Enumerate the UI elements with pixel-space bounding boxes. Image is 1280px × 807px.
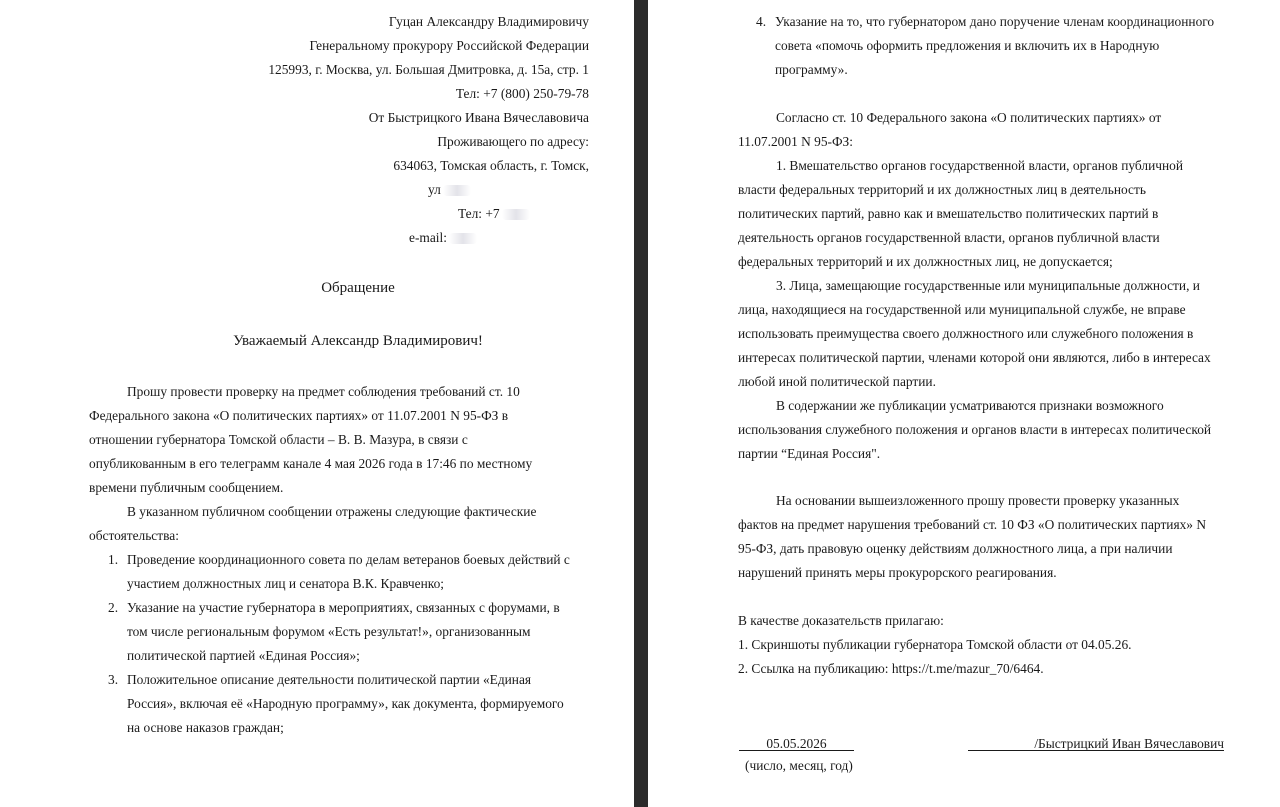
paragraph-line: лица, находящиеся на государственной или муниципальной службе, не вправе (738, 302, 1186, 317)
paragraph-line: власти федеральных территорий и их должностных лиц в деятельность (738, 182, 1146, 197)
sender-city: 634063, Томская область, г. Томск, (393, 158, 589, 173)
paragraph-line: 11.07.2001 N 95-ФЗ: (738, 134, 853, 149)
paragraph-line: политических партий, равно как и вмешательство политических партий в (738, 206, 1159, 221)
paragraph-line: обстоятельства: (89, 528, 179, 543)
sender-street-line (428, 182, 471, 198)
paragraph-line: любой иной политической партии. (738, 374, 936, 389)
list-item-line: Россия», включая её «Народную программу», как документа, формируемого (127, 696, 564, 711)
redacted-blur (502, 209, 530, 220)
paragraph-line: Федерального закона «О политических партиях» от 11.07.2001 N 95-ФЗ в (89, 408, 509, 423)
signature-name: /Быстрицкий Иван Вячеславович (1034, 736, 1224, 751)
document-page-left (0, 0, 634, 807)
paragraph-line: В содержании же публикации усматриваются признаки возможного (776, 398, 1164, 413)
signature-date: 05.05.2026 (766, 736, 827, 751)
date-caption: (число, месяц, год) (745, 758, 853, 773)
list-number: 4. (756, 14, 767, 29)
paragraph-line: использования служебного положения и органов власти в интересах политической (738, 422, 1212, 437)
list-number: 1. (108, 552, 119, 567)
addressee-phone: Тел: +7 (800) 250-79-78 (455, 86, 589, 101)
paragraph-line: фактов на предмет нарушения требований ст. 10 ФЗ «О политических партиях» N (738, 517, 1207, 532)
list-item-line: Положительное описание деятельности политической партии «Единая (127, 672, 532, 687)
paragraph-line: времени публичным сообщением. (89, 480, 284, 495)
signature-underline (968, 749, 1224, 751)
list-number: 2. (108, 600, 119, 615)
sender-street: ул (428, 182, 441, 197)
paragraph-line: партии “Единая Россия". (738, 446, 881, 461)
list-item-line: Проведение координационного совета по делам ветеранов боевых действий с (127, 552, 570, 567)
paragraph-line: отношении губернатора Томской области – В. В. Мазура, в связи с (89, 432, 468, 447)
paragraph-line: Прошу провести проверку на предмет соблюдения требований ст. 10 (127, 384, 520, 399)
evidence-item: 1. Скриншоты публикации губернатора Томской области от 04.05.26. (738, 637, 1132, 652)
list-item-line: политической партией «Единая Россия»; (127, 648, 360, 663)
list-item-line: совета «помочь оформить предложения и включить их в Народную (775, 38, 1160, 53)
list-item-line: на основе наказов граждан; (127, 720, 284, 735)
paragraph-line: нарушений принять меры прокурорского реагирования. (738, 565, 1057, 580)
paragraph-line: деятельность органов государственной власти, органов публичной власти (738, 230, 1160, 245)
addressee-name: Гуцан Александру Владимировичу (388, 14, 589, 29)
paragraph-line: 95-ФЗ, дать правовую оценку действиям должностного лица, а при наличии (738, 541, 1173, 556)
list-item-line: участием должностных лиц и сенатора В.К. Кравченко; (127, 576, 444, 591)
sender-from: От Быстрицкого Ивана Вячеславовича (368, 110, 589, 125)
evidence-item: 2. Ссылка на публикацию: https://t.me/mazur_70/6464. (738, 661, 1044, 676)
greeting: Уважаемый Александр Владимирович! (233, 333, 483, 349)
sender-phone-line (458, 206, 530, 222)
sender-phone: Тел: +7 (458, 206, 500, 221)
paragraph-line: федеральных территорий и их должностных лиц, не допускается; (738, 254, 1113, 269)
document-title: Обращение (321, 280, 395, 296)
list-item-line: Указание на то, что губернатором дано поручение членам координационного (775, 14, 1215, 29)
paragraph-line: опубликованным в его телеграмм канале 4 мая 2026 года в 17:46 по местному (89, 456, 533, 471)
evidence-title: В качестве доказательств прилагаю: (738, 613, 944, 628)
paragraph-line: Согласно ст. 10 Федерального закона «О политических партиях» от (776, 110, 1162, 125)
paragraph-line: 3. Лица, замещающие государственные или муниципальные должности, и (776, 278, 1200, 293)
paragraph-line: интересах политической партии, членами которой они являются, либо в интересах (738, 350, 1211, 365)
page-divider (634, 0, 648, 807)
list-item-line: том числе региональным форумом «Есть результат!», организованным (127, 624, 531, 639)
sender-email-line (409, 230, 477, 246)
sender-residing: Проживающего по адресу: (437, 134, 589, 149)
sender-email: e-mail: (409, 230, 447, 245)
redacted-blur (443, 185, 471, 196)
redacted-blur (449, 233, 477, 244)
list-number: 3. (108, 672, 119, 687)
paragraph-line: использовать преимущества своего должностного или служебного положения в (738, 326, 1194, 341)
paragraph-line: В указанном публичном сообщении отражены следующие фактические (127, 504, 537, 519)
addressee-address: 125993, г. Москва, ул. Большая Дмитровка, д. 15а, стр. 1 (268, 62, 589, 77)
list-item-line: программу». (775, 62, 848, 77)
list-item-line: Указание на участие губернатора в мероприятиях, связанных с форумами, в (127, 600, 560, 615)
paragraph-line: 1. Вмешательство органов государственной власти, органов публичной (776, 158, 1184, 173)
date-underline (739, 749, 854, 751)
document-page-right (648, 0, 1280, 807)
addressee-position: Генеральному прокурору Российской Федерации (309, 38, 589, 53)
paragraph-line: На основании вышеизложенного прошу провести проверку указанных (776, 493, 1180, 508)
